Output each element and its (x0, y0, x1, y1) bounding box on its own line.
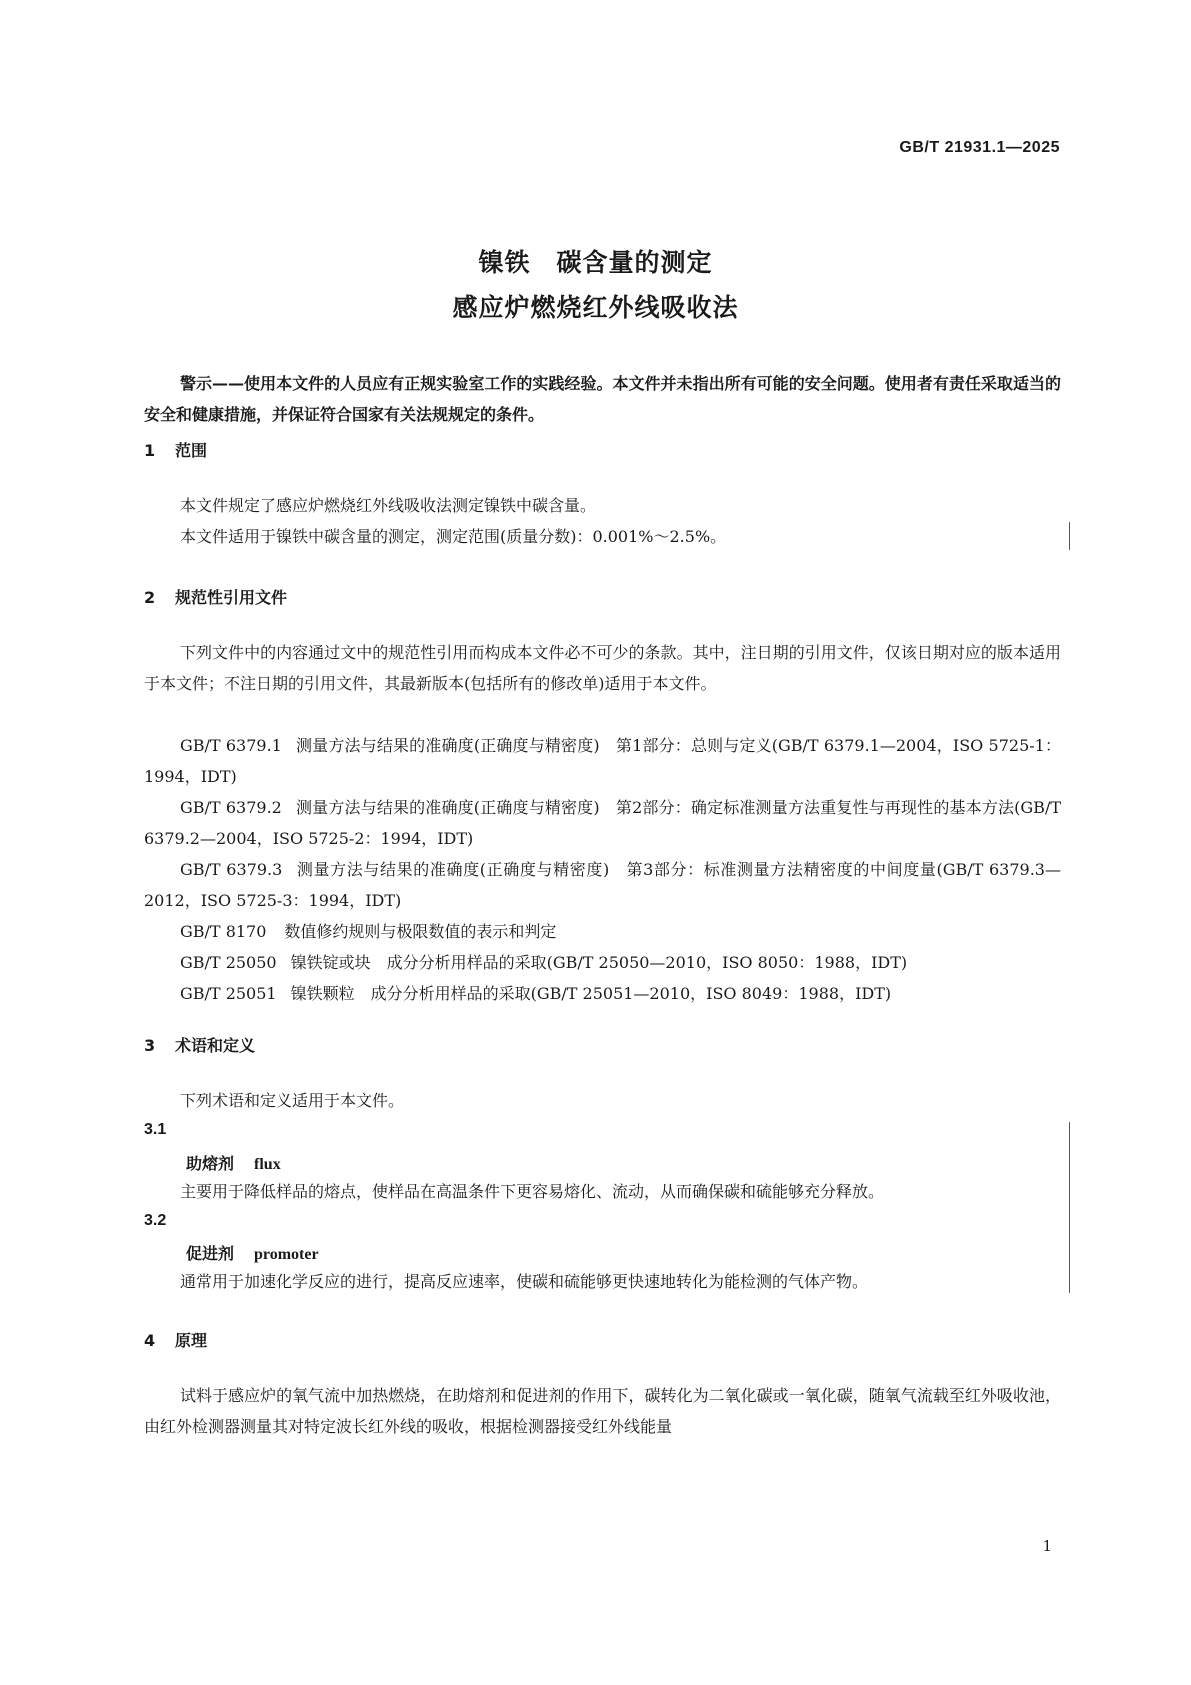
reference-item (144, 854, 1061, 916)
title-line-1: 镍铁 碳含量的测定 (478, 248, 713, 277)
section-title: 原理 (175, 1331, 208, 1350)
reference-item (144, 792, 1061, 854)
section-4-heading (144, 1328, 207, 1351)
principle-paragraph: 试料于感应炉的氧气流中加热燃烧，在助熔剂和促进剂的作用下，碳转化为二氧化碳或一氧化碳，随氧气流载至红外吸收池，由红外检测器测量其对特定波长红外线的吸收，根据检测器接受红外线能量 (144, 1386, 1061, 1436)
reference-code: GB/T 6379.1 (180, 736, 282, 755)
reference-title: 镍铁颗粒 成分分析用样品的采取(GB/T 25051—2010，ISO 8049：1988，IDT) (290, 984, 892, 1003)
term-definition: 主要用于降低样品的熔点，使样品在高温条件下更容易熔化、流动，从而确保碳和硫能够充分释放。 (180, 1182, 885, 1201)
term-definition: 通常用于加速化学反应的进行，提高反应速率，使碳和硫能够更快速地转化为能检测的气体产物。 (180, 1272, 869, 1291)
section-title: 范围 (175, 441, 208, 460)
term-zh: 促进剂 (186, 1244, 235, 1263)
section-number: 4 (144, 1331, 156, 1350)
change-bar (1069, 522, 1070, 550)
page-number: 1 (1042, 1537, 1052, 1555)
section-2-heading (144, 585, 287, 608)
title-line-2: 感应炉燃烧红外线吸收法 (452, 293, 739, 322)
term-heading (186, 1241, 319, 1264)
section-number: 2 (144, 588, 156, 607)
safety-warning: 警示——使用本文件的人员应有正规实验室工作的实践经验。本文件并未指出所有可能的安全问题。使用者有责任采取适当的安全和健康措施，并保证符合国家有关法规规定的条件。 (144, 374, 1061, 424)
reference-code: GB/T 6379.3 (180, 860, 283, 879)
section-1-heading (144, 438, 207, 461)
document-code: GB/T 21931.1—2025 (899, 139, 1060, 156)
scope-paragraph-2: 本文件适用于镍铁中碳含量的测定，测定范围(质量分数)：0.001%～2.5%。 (180, 527, 727, 546)
term-zh: 助熔剂 (186, 1154, 235, 1173)
reference-item (144, 947, 1061, 978)
term-heading (186, 1151, 281, 1174)
reference-code: GB/T 25051 (180, 984, 277, 1003)
reference-item (144, 916, 1061, 947)
section-title: 规范性引用文件 (175, 588, 288, 607)
change-bar (1069, 1122, 1070, 1293)
section-number: 1 (144, 441, 156, 460)
section-3-heading (144, 1033, 255, 1056)
reference-code: GB/T 6379.2 (180, 798, 282, 817)
term-en: promoter (254, 1246, 319, 1263)
reference-title: 测量方法与结果的准确度(正确度与精密度) 第1部分：总则与定义(GB/T 6379.1—2004，ISO 5725-1：1994，IDT) (144, 736, 1062, 786)
reference-item (144, 730, 1061, 792)
term-number: 3.1 (144, 1121, 167, 1138)
reference-title: 数值修约规则与极限数值的表示和判定 (284, 922, 557, 941)
reference-title: 镍铁锭或块 成分分析用样品的采取(GB/T 25050—2010，ISO 8050：1988，IDT) (290, 953, 908, 972)
scope-paragraph-1: 本文件规定了感应炉燃烧红外线吸收法测定镍铁中碳含量。 (180, 496, 597, 515)
reference-title: 测量方法与结果的准确度(正确度与精密度) 第2部分：确定标准测量方法重复性与再现性的基本方法(GB/T 6379.2—2004，ISO 5725-2：1994，IDT) (144, 798, 1062, 848)
reference-item (144, 978, 1061, 1009)
section-title: 术语和定义 (175, 1036, 256, 1055)
reference-code: GB/T 8170 (180, 922, 267, 941)
section-number: 3 (144, 1036, 156, 1055)
term-en: flux (254, 1156, 281, 1173)
references-intro: 下列文件中的内容通过文中的规范性引用而构成本文件必不可少的条款。其中，注日期的引用文件，仅该日期对应的版本适用于本文件；不注日期的引用文件，其最新版本(包括所有的修改单)适用于本文件。 (144, 643, 1061, 693)
term-number: 3.2 (144, 1212, 167, 1229)
terms-intro: 下列术语和定义适用于本文件。 (180, 1091, 405, 1110)
reference-title: 测量方法与结果的准确度(正确度与精密度) 第3部分：标准测量方法精密度的中间度量(GB/T 6379.3—2012，ISO 5725-3：1994，IDT) (144, 860, 1061, 910)
reference-code: GB/T 25050 (180, 953, 277, 972)
